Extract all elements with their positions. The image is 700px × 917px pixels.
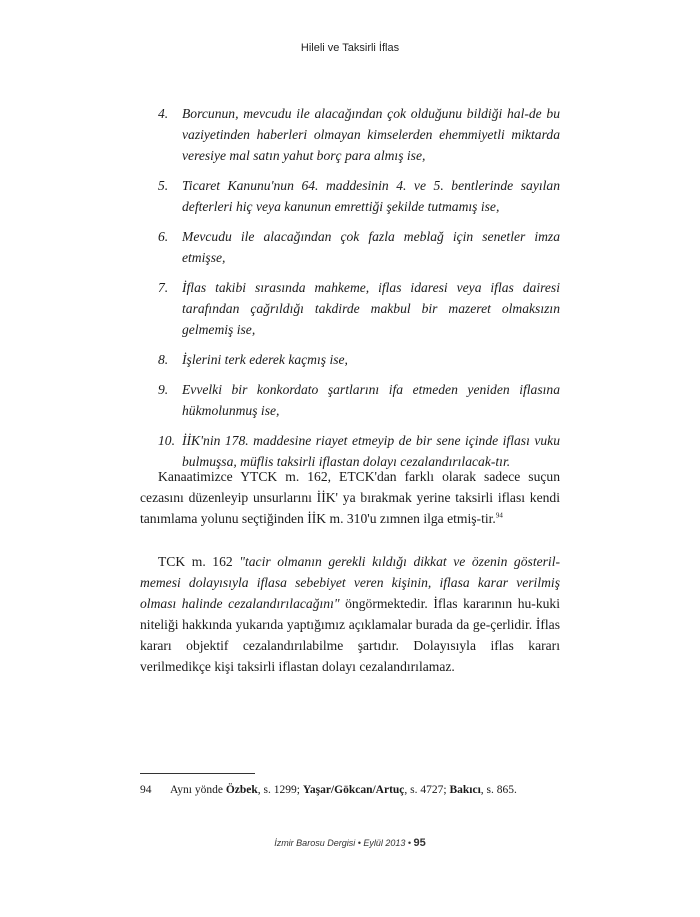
- list-item-text: Mevcudu ile alacağından çok fazla meblağ için senetler imza etmişse,: [182, 229, 560, 265]
- list-item-number: 4.: [158, 106, 169, 121]
- list-item: [158, 175, 560, 217]
- list-item-text: Borcunun, mevcudu ile alacağından çok olduğunu bildiği hal-de bu vaziyetinden haberleri olmayan kimselerden ehemmiyetli miktarda veresiye mal satın yahut borç para almış ise,: [182, 106, 560, 163]
- list-item-text: İİK'nin 178. maddesine riayet etmeyip de bir sene içinde iflası vuku bulmuşsa, müflis taksirli iflastan dolayı cezalandırılacak-tır.: [182, 433, 560, 469]
- list-item: [158, 379, 560, 421]
- list-item-text: Ticaret Kanunu'nun 64. maddesinin 4. ve 5. bentlerinde sayılan defterleri hiç veya kanunun emrettiği şekilde tutmamış ise,: [182, 178, 560, 214]
- footnote-number: 94: [140, 784, 152, 796]
- statute-quote: "tacir olmanın gerekli kıldığı dikkat ve özenin gösteril-memesi dolayısıyla iflasa sebebiyet veren kişinin, iflasa karar verilmiş olması halinde cezalandırılacağını": [140, 554, 560, 611]
- list-item: [158, 103, 560, 166]
- list-item-number: 10.: [158, 433, 175, 448]
- body-paragraph: [140, 466, 560, 529]
- journal-name: İzmir Barosu Dergisi • Eylül 2013 •: [274, 838, 414, 848]
- footnote-ref: , s. 1299;: [257, 784, 303, 796]
- page-footer: [0, 837, 700, 849]
- footnote-ref: , s. 4727;: [404, 784, 450, 796]
- list-item-text: Evvelki bir konkordato şartlarını ifa etmeden yeniden iflasına hükmolunmuş ise,: [182, 382, 560, 418]
- footnote: [140, 781, 560, 799]
- footnote-reference[interactable]: 94: [495, 511, 503, 520]
- list-item-number: 7.: [158, 280, 169, 295]
- footnote-author: Bakıcı: [449, 784, 481, 796]
- footnote-author: Yaşar/Gökcan/Artuç: [302, 784, 405, 796]
- list-item-number: 8.: [158, 352, 169, 367]
- list-item: [158, 277, 560, 340]
- footnote-prefix: Aynı yönde: [170, 784, 226, 796]
- paragraph-lead: TCK m. 162: [158, 554, 240, 569]
- list-item-number: 9.: [158, 382, 169, 397]
- paragraph-text: Kanaatimizce YTCK m. 162, ETCK'dan farklı olarak sadece suçun cezasını düzenleyip unsurlarını İİK' ya bırakmak yerine taksirli iflası kendi tanımlama yolunu seçtiğinden İİK m. 310'u zımnen ilga etmiş-tir.: [140, 469, 560, 526]
- numbered-list: [158, 103, 560, 481]
- list-item-number: 6.: [158, 229, 169, 244]
- list-item: [158, 226, 560, 268]
- footnote-separator: [140, 773, 255, 774]
- list-item-number: 5.: [158, 178, 169, 193]
- footnote-author: Özbek: [225, 784, 258, 796]
- list-item: [158, 349, 560, 370]
- paragraph-text: öngörmektedir. İflas kararının hu-kuki niteliği hakkında yukarıda yaptığımız açıklamalar burada da ge-çerlidir. İflas kararı objektif cezalandırılabilme şartıdır. Dolayısıyla iflas kararı verilmedikçe kişi taksirli iflastan dolayı cezalandırılamaz.: [140, 596, 560, 674]
- running-header: Hileli ve Taksirli İflas: [300, 42, 400, 54]
- list-item-text: İflas takibi sırasında mahkeme, iflas idaresi veya iflas dairesi tarafından çağrıldığı takdirde makbul bir mazeret olmaksızın gelmemiş ise,: [182, 280, 560, 337]
- list-item-text: İşlerini terk ederek kaçmış ise,: [182, 352, 348, 367]
- footnote-ref: , s. 865.: [480, 784, 517, 796]
- body-paragraph: [140, 551, 560, 677]
- page-number: 95: [413, 837, 426, 849]
